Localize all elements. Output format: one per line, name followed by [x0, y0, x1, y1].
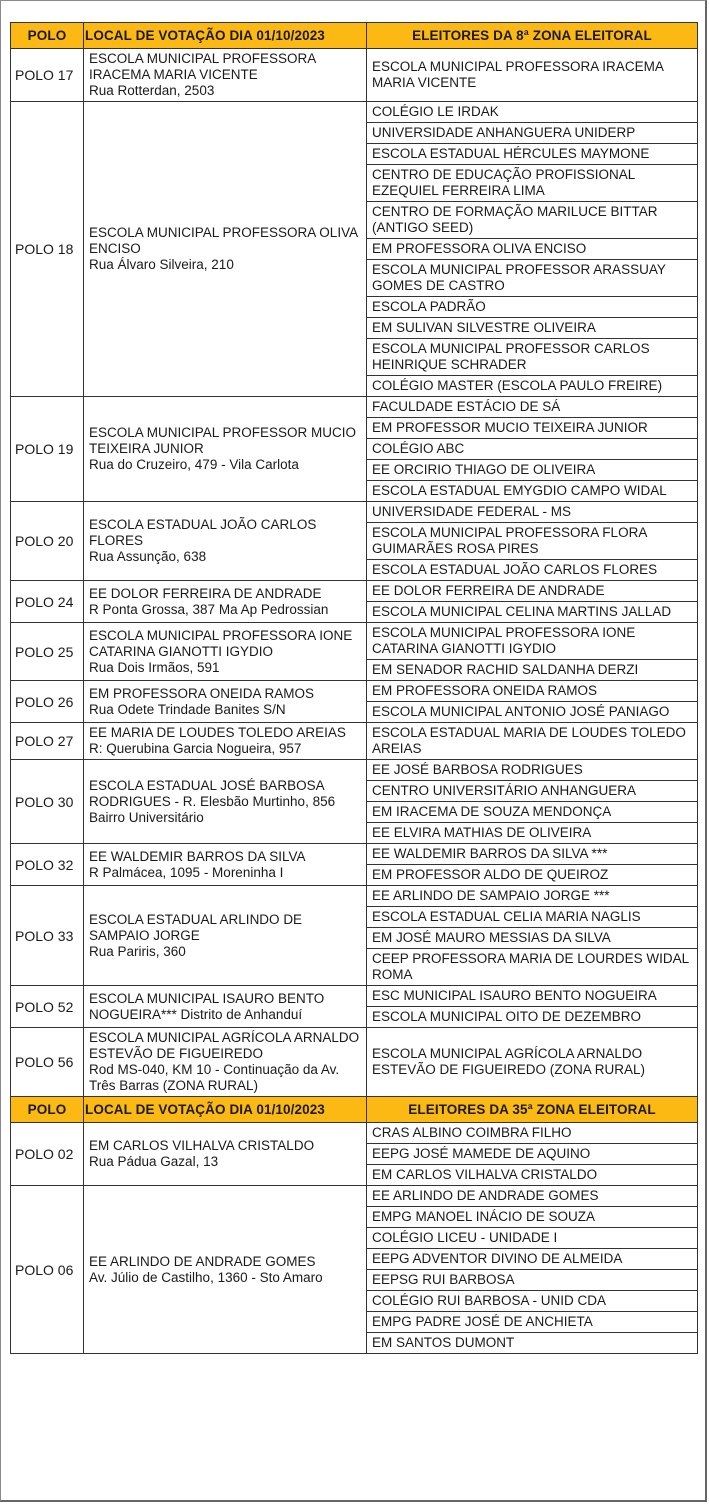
voter-school-item: EM SULIVAN SILVESTRE OLIVEIRA	[367, 318, 697, 339]
voter-school-item: FACULDADE ESTÁCIO DE SÁ	[367, 397, 697, 418]
voter-school-item: EMPG MANOEL INÁCIO DE SOUZA	[367, 1207, 697, 1228]
local-cell	[84, 1186, 367, 1354]
voter-school-item: ESCOLA MUNICIPAL PROFESSORA IRACEMA MARIA VICENTE	[372, 59, 664, 90]
polo-cell: POLO 20	[11, 502, 84, 581]
local-address: Rua do Cruzeiro, 479 - Vila Carlota	[89, 457, 299, 472]
local-name: ESCOLA ESTADUAL ARLINDO DE SAMPAIO JORGE	[89, 911, 303, 943]
voters-list	[367, 986, 697, 1027]
voters-list	[367, 760, 697, 843]
voter-school-item: EEPG JOSÉ MAMEDE DE AQUINO	[367, 1144, 697, 1165]
voter-school-item: ESC MUNICIPAL ISAURO BENTO NOGUEIRA	[367, 986, 697, 1007]
voter-school-item: EE ARLINDO DE ANDRADE GOMES	[367, 1186, 697, 1207]
voter-school-item: ESCOLA ESTADUAL CELIA MARIA NAGLIS	[367, 907, 697, 928]
voter-school-item: ESCOLA MUNICIPAL PROFESSORA FLORA GUIMARÃES ROSA PIRES	[367, 523, 697, 560]
local-cell	[84, 397, 367, 502]
voter-school-item: EM PROFESSORA ONEIDA RAMOS	[367, 681, 697, 702]
local-address: R Ponta Grossa, 387 Ma Ap Pedrossian	[89, 601, 329, 617]
local-address: Rua Dois Irmãos, 591	[89, 659, 220, 675]
voters-cell	[367, 397, 698, 502]
table-row	[11, 760, 698, 844]
voter-school-item: CENTRO DE FORMAÇÃO MARILUCE BITTAR (ANTIGO SEED)	[367, 202, 697, 239]
voter-school-item: EE ORCIRIO THIAGO DE OLIVEIRA	[367, 460, 697, 481]
voters-cell	[367, 502, 698, 581]
voter-school-item: COLÉGIO LE IRDAK	[367, 102, 697, 123]
voters-cell	[367, 581, 698, 623]
header-polo: POLO	[11, 23, 84, 49]
polo-cell: POLO 26	[11, 681, 84, 723]
table-row	[11, 49, 698, 102]
header-voters: ELEITORES DA 35ª ZONA ELEITORAL	[367, 1097, 698, 1123]
local-cell	[84, 844, 367, 886]
voter-school-item: COLÉGIO RUI BARBOSA - UNID CDA	[367, 1291, 697, 1312]
voter-school-item: EE DOLOR FERREIRA DE ANDRADE	[367, 581, 697, 602]
polo-cell: POLO 52	[11, 986, 84, 1028]
local-address: Rua Odete Trindade Banites S/N	[89, 701, 286, 717]
local-name: EM PROFESSORA ONEIDA RAMOS	[89, 685, 315, 701]
voter-school-item: EM CARLOS VILHALVA CRISTALDO	[372, 1167, 598, 1182]
local-name: EE DOLOR FERREIRA DE ANDRADE	[89, 585, 322, 601]
local-cell	[84, 886, 367, 986]
polo-cell: POLO 17	[11, 49, 84, 102]
voter-school-item: ESCOLA MUNICIPAL AGRÍCOLA ARNALDO ESTEVÃO DE FIGUEIREDO (ZONA RURAL)	[372, 1046, 646, 1077]
voters-cell	[367, 1123, 698, 1186]
polling-table	[10, 22, 698, 1354]
local-name: EE WALDEMIR BARROS DA SILVA	[89, 848, 306, 864]
table-row	[11, 502, 698, 581]
table-row	[11, 102, 698, 397]
local-address: Bairro Universitário	[89, 809, 204, 825]
local-name: ESCOLA MUNICIPAL PROFESSORA OLIVA ENCISO	[89, 225, 358, 256]
voter-school-item: ESCOLA PADRÃO	[367, 297, 697, 318]
voters-cell	[367, 49, 698, 102]
voter-school-item: ESCOLA MUNICIPAL CELINA MARTINS JALLAD	[372, 604, 672, 619]
voter-school-item: UNIVERSIDADE FEDERAL - MS	[367, 502, 697, 523]
voters-cell	[367, 723, 698, 760]
local-name: EM CARLOS VILHALVA CRISTALDO	[89, 1138, 315, 1153]
voters-cell	[367, 681, 698, 723]
header-voters: ELEITORES DA 8ª ZONA ELEITORAL	[367, 23, 698, 49]
local-address: Rod MS-040, KM 10 - Continuação da Av. Três Barras (ZONA RURAL)	[89, 1062, 340, 1093]
table-row	[11, 397, 698, 502]
polling-places-document	[10, 22, 697, 1354]
local-address: Rua Pádua Gazal, 13	[89, 1154, 219, 1169]
local-cell	[84, 49, 367, 102]
voters-cell	[367, 760, 698, 844]
voter-school-item: COLÉGIO LICEU - UNIDADE I	[367, 1228, 697, 1249]
local-address: Rua Pariris, 360	[89, 943, 186, 959]
voter-school-item: ESCOLA ESTADUAL MARIA DE LOUDES TOLEDO AREIAS	[372, 725, 686, 756]
polo-cell: POLO 18	[11, 102, 84, 397]
voter-school-item: ESCOLA MUNICIPAL OITO DE DEZEMBRO	[372, 1009, 642, 1024]
voters-list	[367, 1186, 697, 1353]
local-cell	[84, 986, 367, 1028]
voters-cell	[367, 1186, 698, 1354]
voter-school-item: ESCOLA ESTADUAL EMYGDIO CAMPO WIDAL	[372, 483, 667, 498]
voters-cell	[367, 844, 698, 886]
table-header-row	[11, 1097, 698, 1123]
voter-school-item: EE WALDEMIR BARROS DA SILVA ***	[367, 844, 697, 865]
voter-school-item: CEEP PROFESSORA MARIA DE LOURDES WIDAL ROMA	[372, 951, 689, 982]
voter-school-item: EEPSG RUI BARBOSA	[367, 1270, 697, 1291]
voter-school-item: CENTRO DE EDUCAÇÃO PROFISSIONAL EZEQUIEL FERREIRA LIMA	[367, 165, 697, 202]
polo-cell: POLO 27	[11, 723, 84, 760]
voters-list	[367, 397, 697, 501]
voter-school-item: EE ARLINDO DE SAMPAIO JORGE ***	[367, 886, 697, 907]
local-cell	[84, 1123, 367, 1186]
polo-cell: POLO 19	[11, 397, 84, 502]
voter-school-item: COLÉGIO ABC	[367, 439, 697, 460]
voter-school-item: ESCOLA MUNICIPAL PROFESSORA IONE CATARINA GIANOTTI IGYDIO	[367, 623, 697, 660]
voter-school-item: EM IRACEMA DE SOUZA MENDONÇA	[367, 802, 697, 823]
voter-school-item: CENTRO UNIVERSITÁRIO ANHANGUERA	[367, 781, 697, 802]
local-cell	[84, 102, 367, 397]
table-header-row	[11, 23, 698, 49]
voter-school-item: EM JOSÉ MAURO MESSIAS DA SILVA	[367, 928, 697, 949]
voter-school-item: ESCOLA ESTADUAL JOÃO CARLOS FLORES	[372, 562, 658, 577]
local-name: ESCOLA MUNICIPAL PROFESSORA IONE CATARINA GIANOTTI IGYDIO	[89, 627, 353, 659]
local-cell	[84, 1028, 367, 1097]
voter-school-item: EM SANTOS DUMONT	[372, 1335, 515, 1350]
local-name: ESCOLA MUNICIPAL AGRÍCOLA ARNALDO ESTEVÃO DE FIGUEIREDO	[89, 1030, 360, 1061]
header-local: LOCAL DE VOTAÇÃO DIA 01/10/2023	[84, 23, 367, 49]
voter-school-item: EM PROFESSOR ALDO DE QUEIROZ	[372, 867, 609, 882]
polo-cell: POLO 02	[11, 1123, 84, 1186]
voters-list	[367, 681, 697, 722]
local-cell	[84, 581, 367, 623]
polo-cell: POLO 06	[11, 1186, 84, 1354]
table-row	[11, 581, 698, 623]
voter-school-item: CRAS ALBINO COIMBRA FILHO	[367, 1123, 697, 1144]
polo-cell: POLO 25	[11, 623, 84, 681]
local-name: ESCOLA MUNICIPAL ISAURO BENTO NOGUEIRA*** Distrito de Anhanduí	[89, 990, 325, 1022]
local-name: ESCOLA MUNICIPAL PROFESSORA IRACEMA MARIA VICENTE	[89, 51, 316, 82]
table-row	[11, 1123, 698, 1186]
polo-cell: POLO 33	[11, 886, 84, 986]
voter-school-item: ESCOLA MUNICIPAL PROFESSOR ARASSUAY GOMES DE CASTRO	[367, 260, 697, 297]
local-name: EE MARIA DE LOUDES TOLEDO AREIAS	[89, 725, 346, 740]
table-row	[11, 681, 698, 723]
local-address: Rua Assunção, 638	[89, 549, 207, 564]
local-cell	[84, 723, 367, 760]
table-row	[11, 886, 698, 986]
voter-school-item: EM PROFESSORA OLIVA ENCISO	[367, 239, 697, 260]
header-local: LOCAL DE VOTAÇÃO DIA 01/10/2023	[84, 1097, 367, 1123]
local-address: Av. Júlio de Castilho, 1360 - Sto Amaro	[89, 1269, 323, 1285]
voter-school-item: ESCOLA MUNICIPAL PROFESSOR CARLOS HEINRIQUE SCHRADER	[367, 339, 697, 376]
voter-school-item: UNIVERSIDADE ANHANGUERA UNIDERP	[367, 123, 697, 144]
voters-list	[367, 723, 697, 759]
voters-list	[367, 1028, 697, 1096]
voter-school-item: ESCOLA MUNICIPAL ANTONIO JOSÉ PANIAGO	[372, 704, 670, 719]
local-cell	[84, 681, 367, 723]
table-row	[11, 1186, 698, 1354]
voters-list	[367, 581, 697, 622]
voters-cell	[367, 1028, 698, 1097]
table-row	[11, 844, 698, 886]
voters-cell	[367, 623, 698, 681]
voters-list	[367, 886, 697, 985]
polo-cell: POLO 56	[11, 1028, 84, 1097]
voters-cell	[367, 986, 698, 1028]
local-name: EE ARLINDO DE ANDRADE GOMES	[89, 1253, 316, 1269]
voters-list	[367, 1123, 697, 1185]
voter-school-item: EE JOSÉ BARBOSA RODRIGUES	[367, 760, 697, 781]
table-row	[11, 623, 698, 681]
voters-list	[367, 49, 697, 101]
voter-school-item: EMPG PADRE JOSÉ DE ANCHIETA	[367, 1312, 697, 1333]
header-polo: POLO	[11, 1097, 84, 1123]
voter-school-item: EE ELVIRA MATHIAS DE OLIVEIRA	[372, 825, 592, 840]
voter-school-item: EEPG ADVENTOR DIVINO DE ALMEIDA	[367, 1249, 697, 1270]
local-address: Rua Rotterdan, 2503	[89, 83, 215, 98]
local-cell	[84, 760, 367, 844]
local-cell	[84, 502, 367, 581]
local-address: Rua Álvaro Silveira, 210	[89, 257, 234, 272]
local-name: ESCOLA ESTADUAL JOÃO CARLOS FLORES	[89, 517, 317, 548]
voter-school-item: EM PROFESSOR MUCIO TEIXEIRA JUNIOR	[367, 418, 697, 439]
polo-cell: POLO 30	[11, 760, 84, 844]
local-address: R Palmácea, 1095 - Moreninha I	[89, 864, 284, 880]
table-row	[11, 1028, 698, 1097]
polo-cell: POLO 24	[11, 581, 84, 623]
polo-cell: POLO 32	[11, 844, 84, 886]
voter-school-item: ESCOLA ESTADUAL HÉRCULES MAYMONE	[367, 144, 697, 165]
voters-list	[367, 844, 697, 885]
voters-list	[367, 623, 697, 680]
voters-list	[367, 102, 697, 396]
voters-cell	[367, 102, 698, 397]
voters-cell	[367, 886, 698, 986]
local-name: ESCOLA ESTADUAL JOSÉ BARBOSA RODRIGUES - R. Elesbão Murtinho, 856	[89, 777, 336, 809]
voters-list	[367, 502, 697, 580]
local-name: ESCOLA MUNICIPAL PROFESSOR MUCIO TEIXEIRA JUNIOR	[89, 425, 357, 456]
table-row	[11, 986, 698, 1028]
local-cell	[84, 623, 367, 681]
local-address: R: Querubina Garcia Nogueira, 957	[89, 741, 302, 756]
voter-school-item: COLÉGIO MASTER (ESCOLA PAULO FREIRE)	[372, 378, 663, 393]
voter-school-item: EM SENADOR RACHID SALDANHA DERZI	[372, 662, 639, 677]
table-row	[11, 723, 698, 760]
